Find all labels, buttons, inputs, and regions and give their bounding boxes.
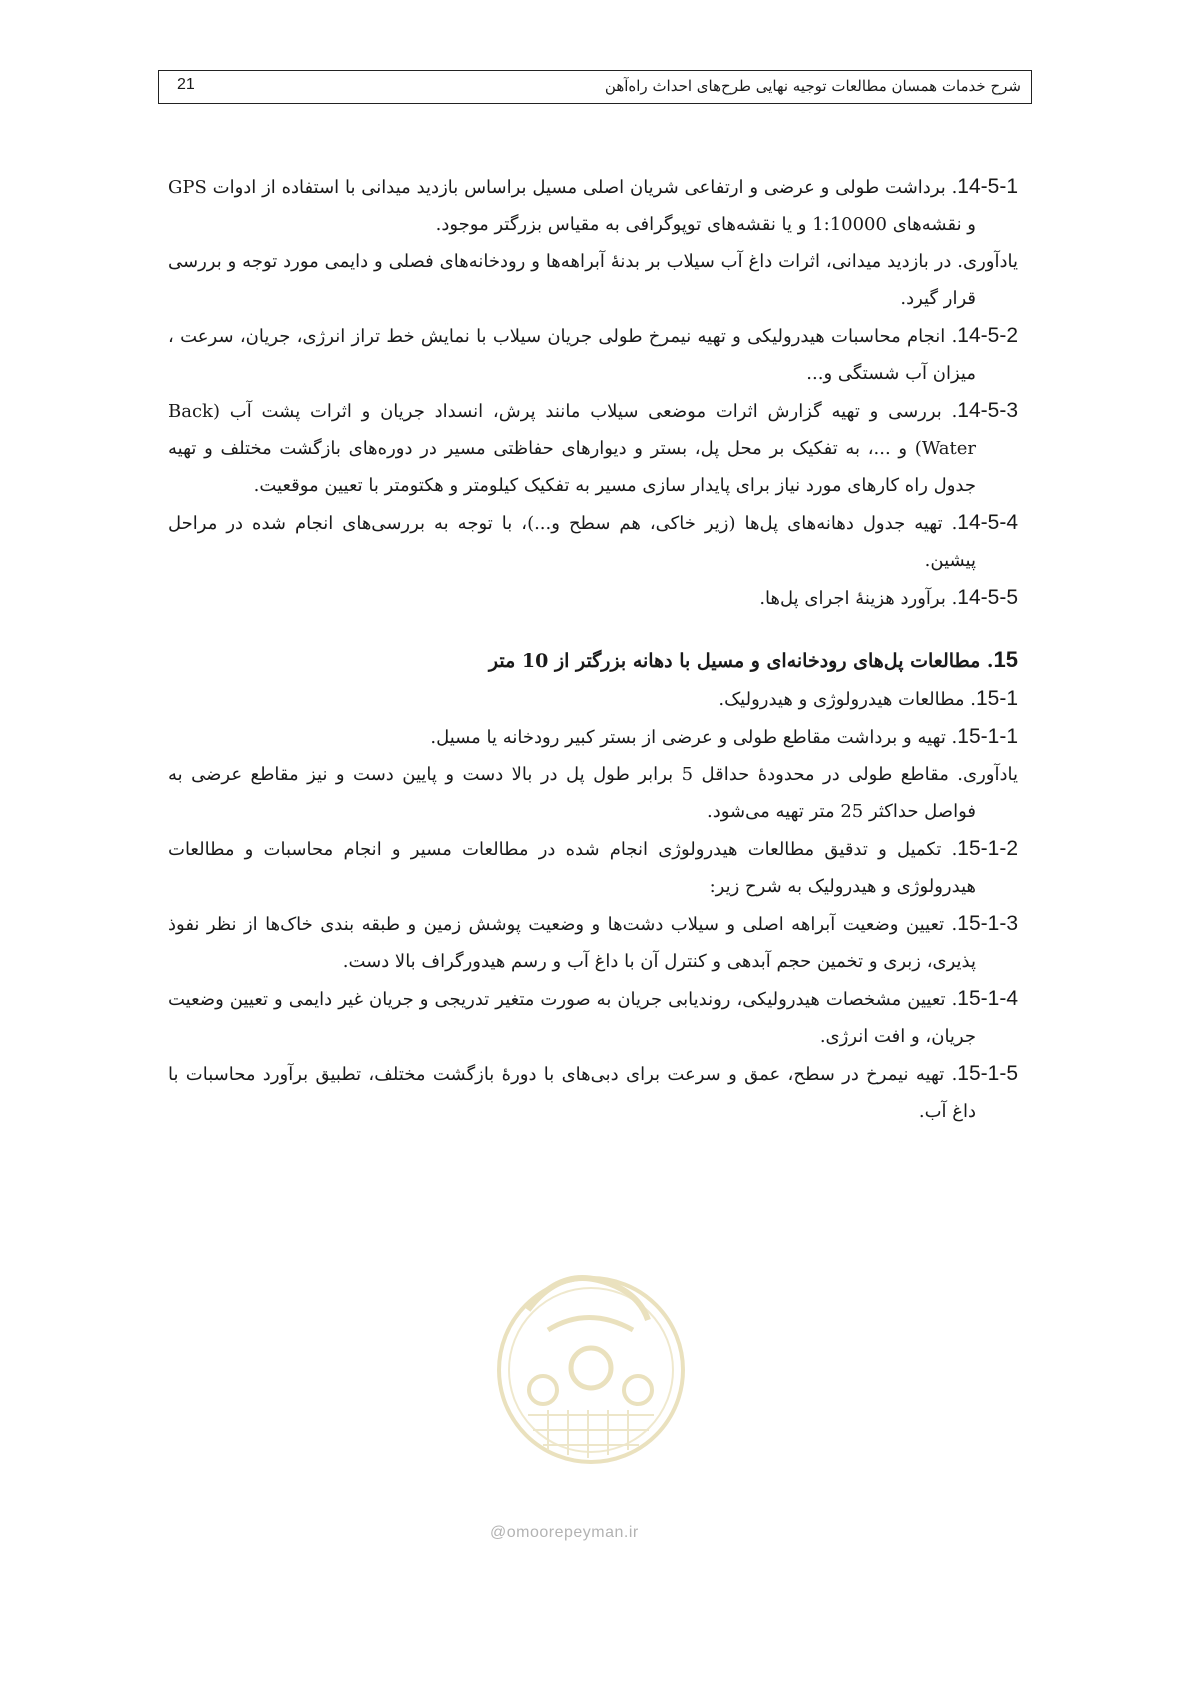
clause-text: . مطالعات هیدرولوژی و هیدرولیک. xyxy=(718,689,976,710)
logo-inner-ring xyxy=(509,1288,673,1452)
watermark-logo xyxy=(488,1250,694,1540)
paragraph-14-5-5 xyxy=(168,579,1018,617)
clause-text: . انجام محاسبات هیدرولیکی و تهیه نیمرخ طولی جریان سیلاب با نمایش خط تراز انرژی، جریان، سرعت ، میزان آب شستگی و... xyxy=(168,326,976,384)
page-header xyxy=(158,70,1032,104)
clause-text: . برداشت طولی و عرضی و ارتفاعی شریان اصلی مسیل براساس بازدید میدانی با استفاده از ادوات GPS و نقشه‌های 1:10000 و یا نقشه‌های توپوگرافی به مقیاس بزرگتر موجود. xyxy=(168,177,976,235)
clause-text: . برآورد هزینهٔ اجرای پل‌ها. xyxy=(759,588,958,609)
paragraph-14-5-1 xyxy=(168,168,1018,243)
gear-icon xyxy=(624,1376,652,1404)
logo-ring xyxy=(499,1278,683,1462)
clause-text: . بررسی و تهیه گزارش اثرات موضعی سیلاب مانند پرش، انسداد جریان و اثرات پشت آب (Back Water) و ...، به تفکیک بر محل پل، بستر و دیوارهای حفاظتی مسیر در دوره‌های بازگشت مختلف و تهیه جدول راه کارهای مورد نیاز برای پایدار سازی مسیر به تفکیک کیلومتر و هکتومتر با تعیین موقعیت. xyxy=(168,401,976,496)
note-paragraph xyxy=(168,243,1018,317)
clause-number: 14-5-3 xyxy=(957,399,1018,422)
note-text: یادآوری. مقاطع طولی در محدودهٔ حداقل 5 برابر طول پل در بالا دست و پایین دست و نیز مقاطع عرضی به فواصل حداکثر 25 متر تهیه می‌شود. xyxy=(168,764,1019,822)
clause-text: . تکمیل و تدقیق مطالعات هیدرولوژی انجام شده در مطالعات مسیر و انجام محاسبات و مطالعات هیدرولوژی و هیدرولیک به شرح زیر: xyxy=(168,839,976,897)
document-body xyxy=(168,168,1018,1130)
paragraph-14-5-2 xyxy=(168,317,1018,392)
clause-number: 14-5-4 xyxy=(957,511,1018,534)
clause-number: 15-1-3 xyxy=(957,912,1018,935)
gear-icon xyxy=(571,1348,611,1388)
clause-text: . تعیین وضعیت آبراهه اصلی و سیلاب دشت‌ها و وضعیت پوشش زمین و طبقه بندی خاک‌ها از نظر نفوذ پذیری، زبری و تخمین حجم آبدهی و کنترل آن با داغ آب و رسم هیدورگراف بالا دست. xyxy=(168,914,976,972)
clause-number: 15-1 xyxy=(975,687,1018,710)
note-paragraph xyxy=(168,756,1018,830)
clause-text: . تعیین مشخصات هیدرولیکی، روندیابی جریان به صورت متغیر تدریجی و جریان غیر دایمی و تعیین وضعیت جریان، و افت انرژی. xyxy=(168,989,976,1047)
header-title: شرح خدمات همسان مطالعات توجیه نهایی طرح‌های احداث راه‌آهن xyxy=(604,77,1021,95)
note-text: یادآوری. در بازدید میدانی، اثرات داغ آب سیلاب بر بدنهٔ آبراهه‌ها و رودخانه‌های فصلی و دایمی مورد توجه و بررسی قرار گیرد. xyxy=(168,251,1018,309)
paragraph-15-1-1 xyxy=(168,718,1018,756)
section-title: . مطالعات پل‌های رودخانه‌ای و مسیل با دهانه بزرگتر از 10 متر xyxy=(488,650,994,672)
clause-text: . تهیه جدول دهانه‌های پل‌ها (زیر خاکی، هم سطح و...)، با توجه به بررسی‌های انجام شده در مراحل پیشین. xyxy=(168,513,976,571)
clause-text: . تهیه و برداشت مقاطع طولی و عرضی از بستر کبیر رودخانه یا مسیل. xyxy=(430,727,958,748)
paragraph-15-1-5 xyxy=(168,1055,1018,1130)
scales-icon xyxy=(529,1376,557,1404)
clause-number: 15-1-1 xyxy=(957,725,1018,748)
section-number: 15 xyxy=(993,647,1018,672)
clause-text: . تهیه نیمرخ در سطح، عمق و سرعت برای دبی‌های با دورهٔ بازگشت مختلف، تطبیق برآورد محاسبات با داغ آب. xyxy=(168,1064,976,1122)
clause-number: 15-1-5 xyxy=(957,1062,1018,1085)
page-number: 21 xyxy=(177,76,195,93)
clause-number: 14-5-5 xyxy=(957,586,1018,609)
paragraph-14-5-3 xyxy=(168,392,1018,504)
paragraph-14-5-4 xyxy=(168,504,1018,579)
paragraph-15-1-4 xyxy=(168,980,1018,1055)
section-heading xyxy=(168,641,1018,680)
paragraph-15-1 xyxy=(168,680,1018,718)
watermark-url: @omoorepeyman.ir xyxy=(490,1524,639,1541)
paragraph-15-1-3 xyxy=(168,905,1018,980)
clause-number: 14-5-2 xyxy=(957,324,1018,347)
clause-number: 15-1-4 xyxy=(957,987,1018,1010)
paragraph-15-1-2 xyxy=(168,830,1018,905)
clause-number: 14-5-1 xyxy=(957,175,1018,198)
clause-number: 15-1-2 xyxy=(957,837,1018,860)
logo-script-stroke xyxy=(548,1318,633,1331)
